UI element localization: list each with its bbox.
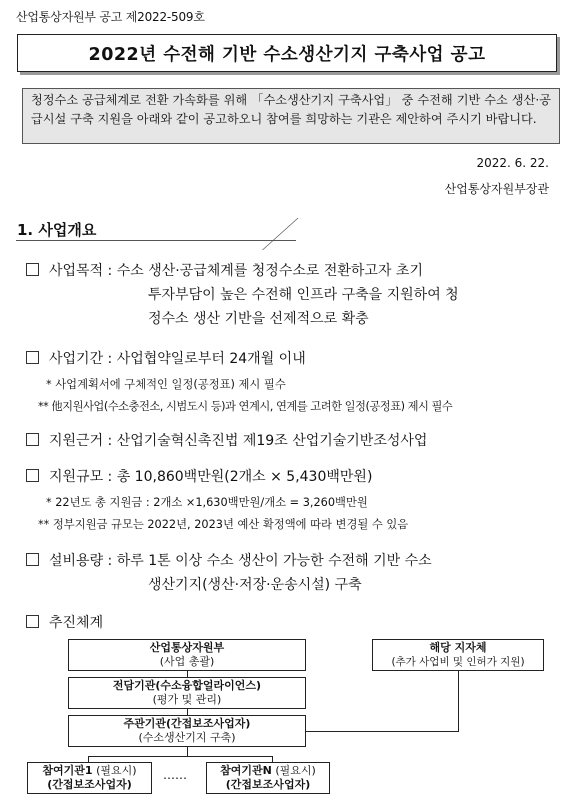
connector: [458, 671, 459, 732]
checkbox-square-icon: [26, 263, 39, 276]
title-box: [17, 34, 557, 72]
page-title: 2022년 수전해 기반 수소생산기지 구축사업 공고: [88, 44, 486, 65]
note-scale-1: * 22년도 총 지원금 : 2개소 ×1,630백만원/개소 = 3,260백만원: [46, 496, 368, 509]
connector: [306, 731, 458, 732]
notice-date: 2022. 6. 22.: [476, 156, 549, 170]
item-basis: 지원근거 : 산업기술혁신촉진법 제19조 산업기술기반조성사업: [26, 430, 427, 452]
note-scale-2: ** 정부지원금 규모는 2022년, 2023년 예산 확정액에 따라 변경될 수 있음: [38, 518, 409, 531]
notice-number: 산업통상자원부 공고 제2022-509호: [16, 10, 205, 24]
item-structure: 추진체계: [26, 612, 103, 634]
item-period: 사업기간 : 사업협약일로부터 24개월 이내: [26, 348, 306, 370]
connector: [187, 747, 188, 756]
section-divider-diagonal: [262, 218, 299, 250]
note-period-1: * 사업계획서에 구체적인 일정(공정표) 제시 필수: [46, 378, 286, 391]
checkbox-square-icon: [26, 469, 39, 482]
note-period-2: ** 他지원사업(수소충전소, 시범도시 등)과 연계시, 연계를 고려한 일정(공정표) 제시 필수: [38, 400, 453, 413]
checkbox-square-icon: [26, 553, 39, 566]
checkbox-square-icon: [26, 351, 39, 364]
agency-box: 전담기관(수소융합얼라이언스) (평가 및 관리): [68, 677, 306, 709]
checkbox-square-icon: [26, 615, 39, 628]
local-gov-box: 해당 지자체 (추가 사업비 및 인허가 지원): [372, 639, 544, 671]
participant-n-box: 참여기관N (필요시) (간접보조사업자): [206, 762, 330, 794]
issuer: 산업통상자원부장관: [444, 182, 549, 196]
checkbox-square-icon: [26, 433, 39, 446]
ministry-box: 산업통상자원부 (사업 총괄): [68, 639, 306, 671]
item-capacity: 설비용량 : 하루 1톤 이상 수소 생산이 가능한 수전해 기반 수소 생산기지(생산·저장·운송시설) 구축: [26, 550, 432, 596]
section-title: 1. 사업개요: [17, 221, 97, 239]
intro-box: 청정수소 공급체계로 전환 가속화를 위해 「수소생산기지 구축사업」 중 수전해 기반 수소 생산·공급시설 구축 지원을 아래와 같이 공고하오니 참여를 희망하는 기관은 제안하여 주시기 바랍니다.: [22, 88, 560, 144]
lead-agency-box: 주관기관(간접보조사업자) (수소생산기지 구축): [68, 715, 306, 747]
participant-1-box: 참여기관1 (필요시) (간접보조사업자): [27, 762, 152, 794]
item-scale: 지원규모 : 총 10,860백만원(2개소 × 5,430백만원): [26, 466, 372, 488]
section-underline: [16, 240, 296, 241]
connector: [88, 756, 272, 757]
ellipsis: ……: [163, 768, 187, 782]
item-purpose: 사업목적 : 수소 생산·공급체계를 청정수소로 전환하고자 초기 투자부담이 높은 수전해 인프라 구축을 지원하여 청 정수소 생산 기반을 선제적으로 확충: [26, 260, 459, 330]
